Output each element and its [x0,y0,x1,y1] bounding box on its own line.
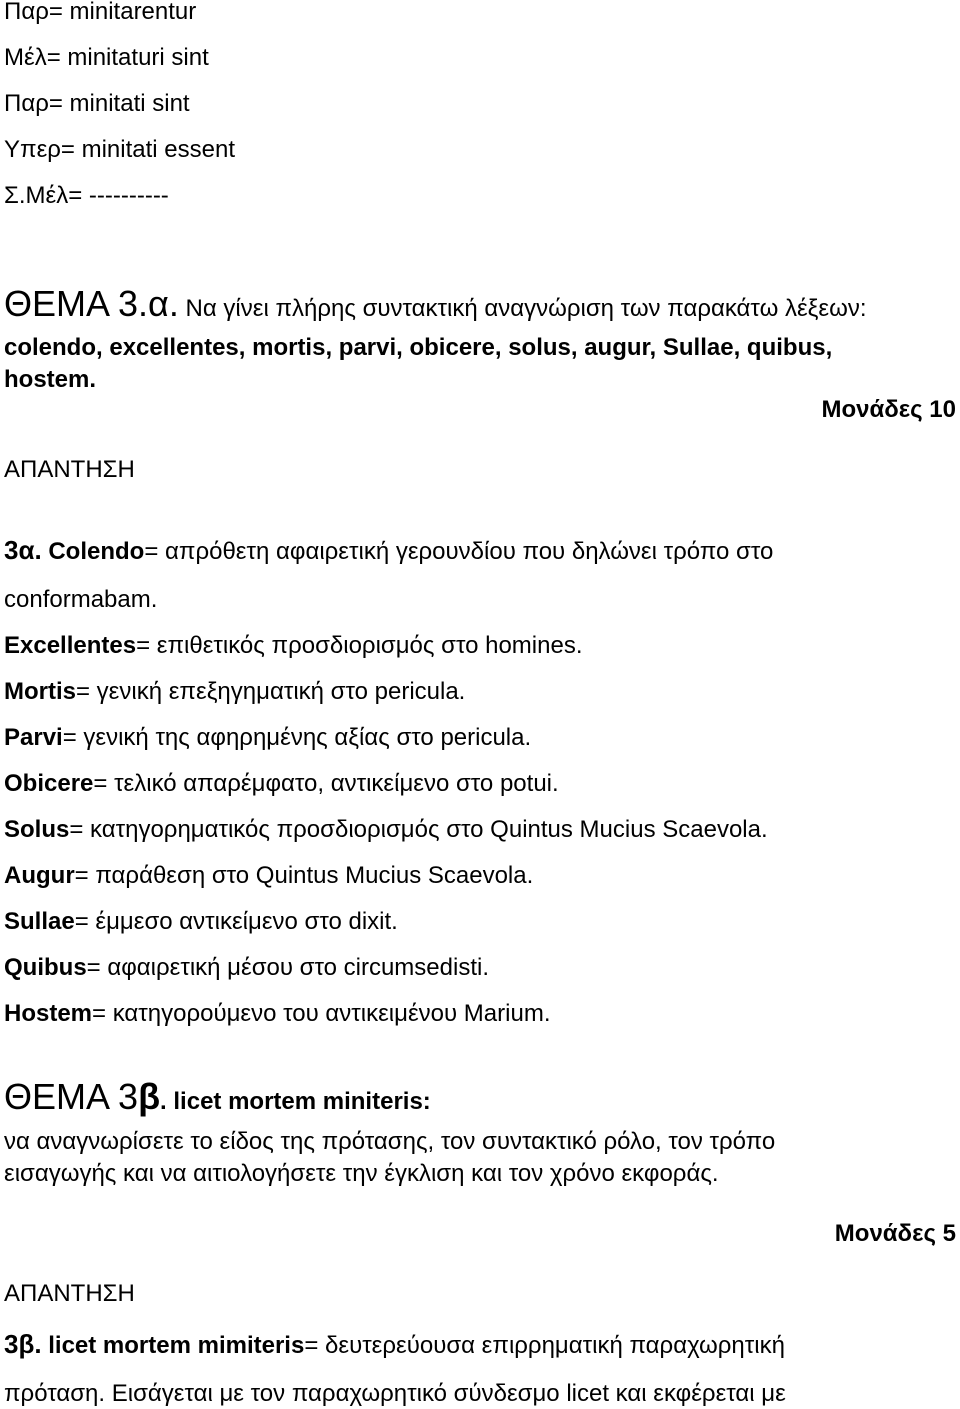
conjugation-line: Σ.Μέλ= ---------- [4,182,169,209]
answer-text: = επιθετικός προσδιορισμός στο homines. [136,632,583,659]
answer-text: = παράθεση στο Quintus Mucius Scaevola. [74,862,534,889]
answer-term: Quibus [4,954,87,981]
conjugation-line: Παρ= minitarentur [4,0,197,25]
answer-line [4,678,465,706]
answer-term: Parvi [4,724,63,751]
answer-line [4,632,582,660]
theme-3b-prompt: εισαγωγής και να αιτιολογήσετε την έγκλιση και τον χρόνο εκφοράς. [4,1160,719,1187]
answer-term: Mortis [4,678,76,705]
answer-line [4,770,559,798]
answer-3b-phrase: licet mortem mimiteris [41,1332,305,1359]
answer-term: Sullae [4,908,75,935]
answer-term: Colendo [48,538,145,565]
answer-label: ΑΠΑΝΤΗΣΗ [4,1280,135,1307]
answer-line [4,908,398,936]
theme-3b-heading-letter: β [138,1076,161,1117]
answer-term: Excellentes [4,632,137,659]
theme-3b-heading-line [4,1077,431,1122]
answer-line [4,1000,550,1028]
answer-text: = αφαιρετική μέσου στο circumsedisti. [86,954,489,981]
answer-text: = γενική της αφηρημένης αξίας στο pericula. [62,724,532,751]
answer-term: Solus [4,816,70,843]
answer-text-line: conformabam. [4,586,158,613]
answer-3b-line [4,1330,785,1360]
answer-line [4,954,489,982]
answer-3a-line [4,536,773,566]
theme-3b-heading: ΘΕΜΑ 3 [4,1076,139,1117]
answer-text: = έμμεσο αντικείμενο στο dixit. [74,908,398,935]
answer-line [4,816,768,844]
theme-3a-heading-line [4,284,867,324]
answer-line [4,862,533,890]
answer-3b-text-line: πρόταση. Εισάγεται με τον παραχωρητικό σύνδεσμο licet και εκφέρεται με [4,1380,786,1407]
answer-label: ΑΠΑΝΤΗΣΗ [4,456,135,483]
theme-3a-words: hostem. [4,366,97,393]
conjugation-line: Υπερ= minitati essent [4,136,235,163]
answer-text: = τελικό απαρέμφατο, αντικείμενο στο potui. [93,770,559,797]
answer-3b-label: 3β. [4,1329,42,1359]
theme-3b-prompt: να αναγνωρίσετε το είδος της πρότασης, τον συντακτικό ρόλο, τον τρόπο [4,1128,776,1155]
theme-3b-points: Μονάδες 5 [834,1220,956,1247]
answer-text: = κατηγορούμενο του αντικειμένου Marium. [92,1000,551,1027]
answer-term: Hostem [4,1000,93,1027]
answer-3b-text: = δευτερεύουσα επιρρηματική παραχωρητική [304,1332,785,1359]
answer-term: Obicere [4,770,94,797]
answer-text: = απρόθετη αφαιρετική γερουνδίου που δηλώνει τρόπο στο [144,538,774,565]
answer-text: = γενική επεξηγηματική στο pericula. [76,678,466,705]
theme-3a-heading: ΘΕΜΑ 3.α. [4,283,179,324]
answer-text: = κατηγορηματικός προσδιορισμός στο Quintus Mucius Scaevola. [69,816,768,843]
answer-line [4,724,531,752]
theme-3a-words: colendo, excellentes, mortis, parvi, obicere, solus, augur, Sullae, quibus, [4,334,833,361]
answer-3a-label: 3α. [4,535,42,565]
theme-3a-prompt: Να γίνει πλήρης συντακτική αναγνώριση των παρακάτω λέξεων: [185,295,867,322]
conjugation-line: Παρ= minitati sint [4,90,190,117]
conjugation-line: Μέλ= minitaturi sint [4,44,209,71]
theme-3a-points: Μονάδες 10 [821,396,956,423]
answer-term: Augur [4,862,75,889]
theme-3b-phrase: . licet mortem miniteris: [160,1088,431,1115]
